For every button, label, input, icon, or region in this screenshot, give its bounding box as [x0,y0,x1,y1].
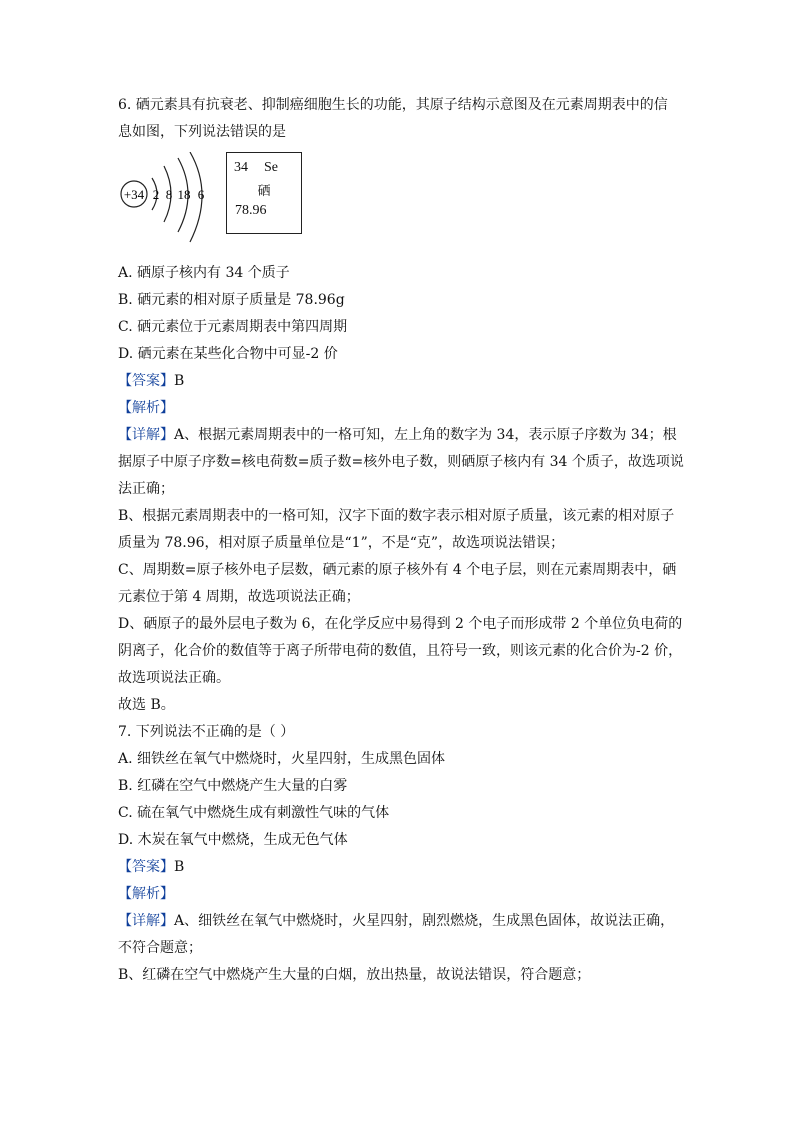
element-symbol: Se [264,160,278,175]
detail-tag: 【详解】 [118,427,174,443]
q7-stem: 7. 下列说法不正确的是（ ） [118,724,295,740]
shell-2-count: 8 [165,187,173,202]
q6-detail-line: 质量为 78.96，相对原子质量单位是“1”，不是“克”，故选项说法错误； [118,535,565,551]
detail-tag: 【详解】 [118,913,174,929]
q6-option-d: D. 硒元素在某些化合物中可显-2 价 [118,346,338,362]
q7-analysis [118,881,688,908]
q6-detail-line: 据原子中原子序数=核电荷数=质子数=核外电子数，则硒原子核内有 34 个质子，故选项说 [118,454,684,470]
analysis-tag: 【解析】 [118,400,174,416]
q7-option-c: C. 硫在氧气中燃烧生成有刺激性气味的气体 [118,805,390,821]
q7-detail-line: B、红磷在空气中燃烧产生大量的白烟，放出热量，故说法错误，符合题意； [118,967,591,983]
q7-option-b: B. 红磷在空气中燃烧产生大量的白雾 [118,778,348,794]
q6-detail-line: 法正确； [118,481,174,497]
q6-figure [118,152,688,252]
q6-option-a: A. 硒原子核内有 34 个质子 [118,265,290,281]
nucleus-charge: +34 [123,187,145,202]
q6-detail-line: 阴离子，化合价的数值等于离子所带电荷的数值，且符号一致，则该元素的化合价为-2 价， [118,643,683,659]
periodic-table-cell [226,152,302,234]
shell-1-count: 2 [152,187,160,202]
atom-structure-diagram [118,152,218,252]
q6-answer [118,368,688,395]
q6-detail-line: 故选项说法正确。 [118,670,230,686]
detail-text: A、细铁丝在氧气中燃烧时，火星四射，剧烈燃烧，生成黑色固体，故说法正确， [174,913,675,929]
shell-4-count: 6 [197,187,205,202]
exam-page [118,92,688,989]
shell-3-count: 18 [177,187,191,202]
atomic-number: 34 [234,160,248,175]
q6-detail-line: C、周期数=原子核外电子层数，硒元素的原子核外有 4 个电子层，则在元素周期表中，硒 [118,562,677,578]
q7-option-a: A. 细铁丝在氧气中燃烧时，火星四射，生成黑色固体 [118,751,446,767]
atomic-mass: 78.96 [235,203,267,218]
q7-detail-line [118,908,688,935]
q6-detail-line: 元素位于第 4 周期，故选项说法正确； [118,589,360,605]
element-name: 硒 [257,184,271,199]
q7-answer [118,854,688,881]
q6-detail-line [118,422,688,449]
q6-stem-line1: 6. 硒元素具有抗衰老、抑制癌细胞生长的功能，其原子结构示意图及在元素周期表中的信 [118,97,668,113]
q6-detail-line: D、硒原子的最外层电子数为 6，在化学反应中易得到 2 个电子而形成带 2 个单位负电荷的 [118,616,683,632]
answer-value: B [174,859,185,875]
answer-tag: 【答案】 [118,859,174,875]
q6-option-c: C. 硒元素位于元素周期表中第四周期 [118,319,348,335]
q7-option-d: D. 木炭在氧气中燃烧，生成无色气体 [118,832,348,848]
q6-conclusion: 故选 B。 [118,697,175,713]
q6-option-b: B. 硒元素的相对原子质量是 78.96g [118,292,345,308]
q6-detail-line: B、根据元素周期表中的一格可知，汉字下面的数字表示相对原子质量，该元素的相对原子 [118,508,675,524]
q6-analysis [118,395,688,422]
answer-value: B [174,373,185,389]
answer-tag: 【答案】 [118,373,174,389]
analysis-tag: 【解析】 [118,886,174,902]
detail-text: A、根据元素周期表中的一格可知，左上角的数字为 34，表示原子序数为 34；根 [174,427,677,443]
q7-detail-line: 不符合题意； [118,940,202,956]
q6-stem-line2: 息如图，下列说法错误的是 [118,124,286,140]
